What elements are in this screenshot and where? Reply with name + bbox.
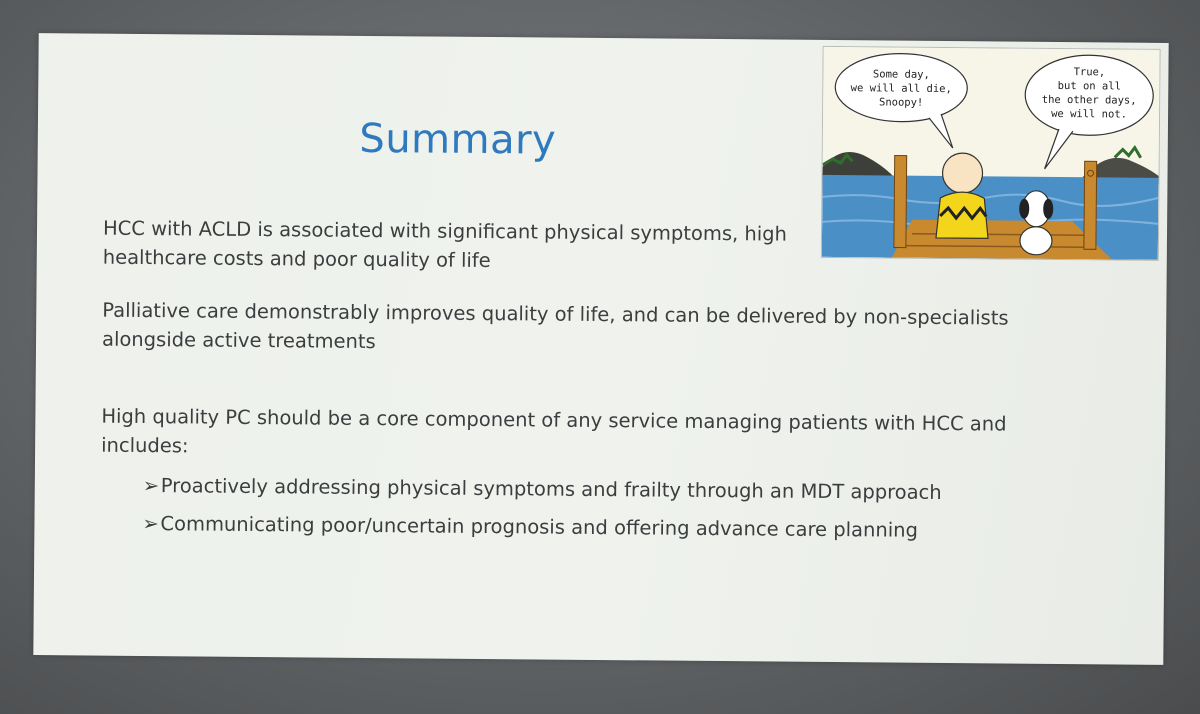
slide-title: Summary [359, 115, 557, 164]
summary-paragraph-2: Palliative care demonstrably improves quality of life, and can be delivered by non-specialists alongside active treatments [101, 298, 1009, 354]
bullet-item [143, 471, 1043, 508]
right-bubble-line-2: but on all [1057, 79, 1121, 93]
peanuts-comic-panel [821, 46, 1161, 261]
left-bubble-line-3: Snoopy! [878, 96, 924, 109]
right-bubble-line-3: the other days, [1041, 93, 1137, 107]
right-bubble-line-1: True, [1073, 66, 1106, 79]
bullet-text: Proactively addressing physical symptoms and frailty through an MDT approach [160, 474, 942, 504]
presentation-slide [33, 33, 1168, 665]
left-bubble-line-1: Some day, [872, 68, 930, 81]
arrow-bullet-icon: ➢ [142, 512, 159, 536]
comic-illustration [822, 47, 1160, 260]
arrow-bullet-icon: ➢ [142, 474, 160, 498]
right-bubble-line-4: we will not. [1051, 107, 1128, 121]
summary-paragraph-1: HCC with ACLD is associated with significant physical symptoms, high healthcare costs and poor quality of life [102, 216, 788, 273]
bullet-item [142, 509, 1042, 546]
left-bubble-line-2: we will all die, [850, 82, 952, 96]
bullet-text: Communicating poor/uncertain prognosis and offering advance care planning [160, 512, 919, 542]
summary-paragraph-3: High quality PC should be a core component of any service managing patients with HCC and includes: [101, 404, 1007, 458]
bullet-list [142, 471, 1043, 555]
